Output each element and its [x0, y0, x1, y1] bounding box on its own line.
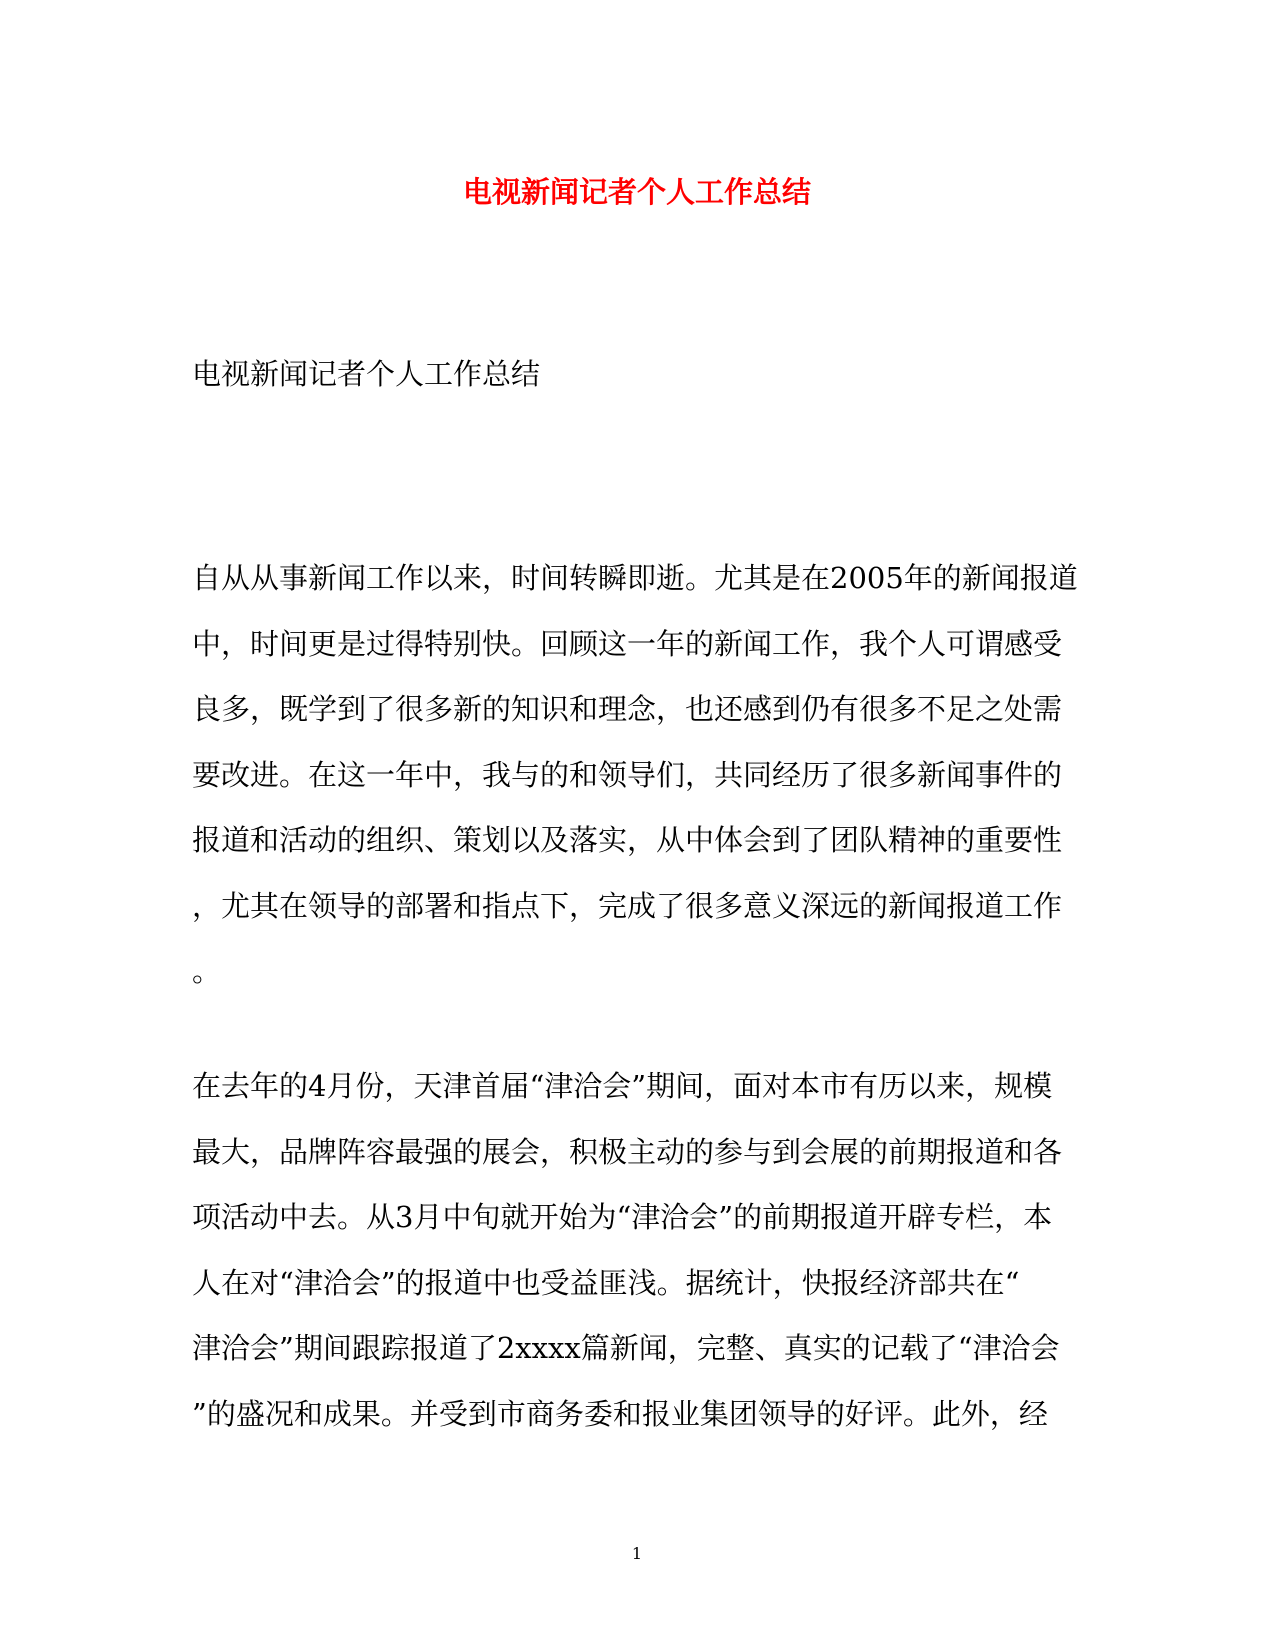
paragraph-line: 津洽会”期间跟踪报道了2xxxx篇新闻，完整、真实的记载了“津洽会 — [192, 1331, 1060, 1365]
paragraph-line: 良多，既学到了很多新的知识和理念，也还感到仍有很多不足之处需 — [192, 692, 1063, 726]
paragraph-line: 中，时间更是过得特别快。回顾这一年的新闻工作，我个人可谓感受 — [192, 626, 1063, 661]
paragraph-line: 项活动中去。从3月中旬就开始为“津洽会”的前期报道开辟专栏，本 — [192, 1200, 1053, 1234]
paragraph-line: ”的盛况和成果。并受到市商务委和报业集团领导的好评。此外，经 — [192, 1396, 1048, 1431]
paragraph-1 — [192, 546, 1078, 1005]
paragraph-line: 报道和活动的组织、策划以及落实，从中体会到了团队精神的重要性 — [192, 823, 1063, 857]
document-title: 电视新闻记者个人工作总结 — [462, 175, 811, 209]
paragraph-2 — [192, 1054, 1072, 1447]
page-number: 1 — [631, 1544, 643, 1563]
paragraph-line: ，尤其在领导的部署和指点下，完成了很多意义深远的新闻报道工作 — [192, 888, 1063, 923]
paragraph-line: 。 — [192, 954, 222, 988]
paragraph-line: 自从从事新闻工作以来，时间转瞬即逝。尤其是在2005年的新闻报道 — [192, 561, 1078, 595]
paragraph-line: 最大，品牌阵容最强的展会，积极主动的参与到会展的前期报道和各 — [192, 1134, 1063, 1169]
paragraph-line: 在去年的4月份，天津首届“津洽会”期间，面对本市有历以来，规模 — [192, 1069, 1053, 1103]
document-subtitle: 电视新闻记者个人工作总结 — [192, 357, 541, 391]
paragraph-line: 人在对“津洽会”的报道中也受益匪浅。据统计，快报经济部共在“ — [192, 1265, 1020, 1300]
paragraph-line: 要改进。在这一年中，我与的和领导们，共同经历了很多新闻事件的 — [192, 757, 1063, 792]
